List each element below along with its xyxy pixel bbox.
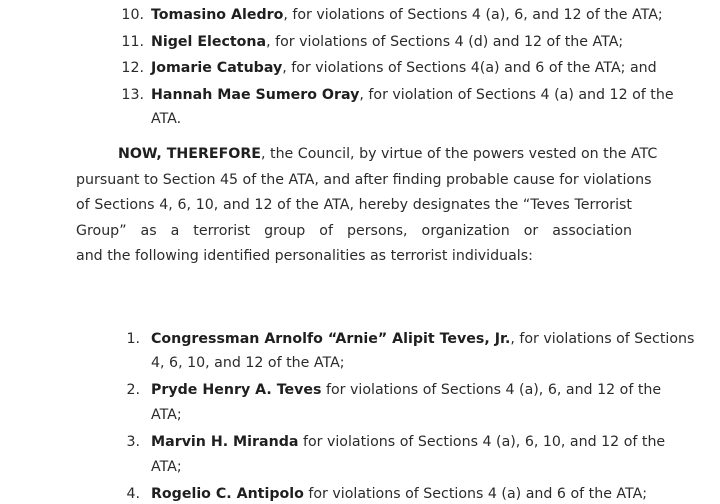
list-item — [151, 32, 623, 52]
list-item — [151, 58, 657, 78]
list-item — [151, 484, 647, 504]
resolution-paragraph — [76, 142, 658, 270]
list-item-number: 10. — [121, 7, 144, 23]
list-item — [151, 329, 694, 349]
paragraph-line: NOW, THEREFORE, the Council, by virtue of the powers vested on the ATC — [118, 146, 658, 162]
person-name: Jomarie Catubay — [151, 60, 283, 76]
person-name: Marvin H. Miranda — [151, 434, 299, 450]
list-item-number: 1. — [126, 331, 140, 347]
list-item-text: , for violations of Sections 4(a) and 6 of the ATA; and — [282, 60, 657, 76]
paragraph-line: of Sections 4, 6, 10, and 12 of the ATA, hereby designates the “Teves Terrorist — [76, 197, 632, 213]
list-item-text: , for violation of Sections 4 (a) and 12 of the — [359, 87, 674, 103]
paragraph-line: Group” as a terrorist group of persons, organization or association — [76, 222, 632, 239]
list-item-continuation: ATA; — [151, 459, 182, 475]
list-item-text: , for violations of Sections — [510, 331, 695, 347]
list-item-text: for violations of Sections 4 (a) and 6 of the ATA; — [303, 486, 648, 502]
list-item-text: for violations of Sections 4 (a), 6, and 12 of the — [321, 382, 662, 398]
person-name: Rogelio C. Antipolo — [151, 486, 304, 502]
list-item — [151, 85, 674, 105]
paragraph-line: and the following identified personalities as terrorist individuals: — [76, 248, 533, 264]
list-item-number: 2. — [126, 382, 140, 398]
paragraph-line: pursuant to Section 45 of the ATA, and after finding probable cause for violations — [76, 171, 652, 188]
list-item-text: , for violations of Sections 4 (d) and 12 of the ATA; — [266, 34, 624, 50]
list-item-number: 12. — [121, 60, 144, 76]
paragraph-lead: NOW, THEREFORE — [118, 146, 261, 162]
list-item — [151, 5, 663, 25]
list-item-text: for violations of Sections 4 (a), 6, 10, and 12 of the — [298, 434, 666, 450]
list-item-number: 11. — [121, 34, 144, 50]
list-item-continuation: ATA; — [151, 407, 182, 423]
list-item-number: 3. — [126, 434, 140, 450]
list-item-number: 13. — [121, 87, 144, 103]
person-name: Tomasino Aledro — [151, 7, 284, 23]
list-item-continuation: ATA. — [151, 111, 182, 127]
list-item — [151, 380, 661, 400]
person-name: Congressman Arnolfo “Arnie” Alipit Teves, Jr. — [151, 331, 511, 347]
person-name: Hannah Mae Sumero Oray — [151, 87, 360, 103]
person-name: Pryde Henry A. Teves — [151, 382, 322, 398]
list-item-number: 4. — [126, 486, 140, 502]
list-item-continuation: 4, 6, 10, and 12 of the ATA; — [151, 355, 345, 371]
list-item — [151, 432, 665, 452]
list-item-text: , for violations of Sections 4 (a), 6, and 12 of the ATA; — [283, 7, 663, 23]
person-name: Nigel Electona — [151, 34, 267, 50]
